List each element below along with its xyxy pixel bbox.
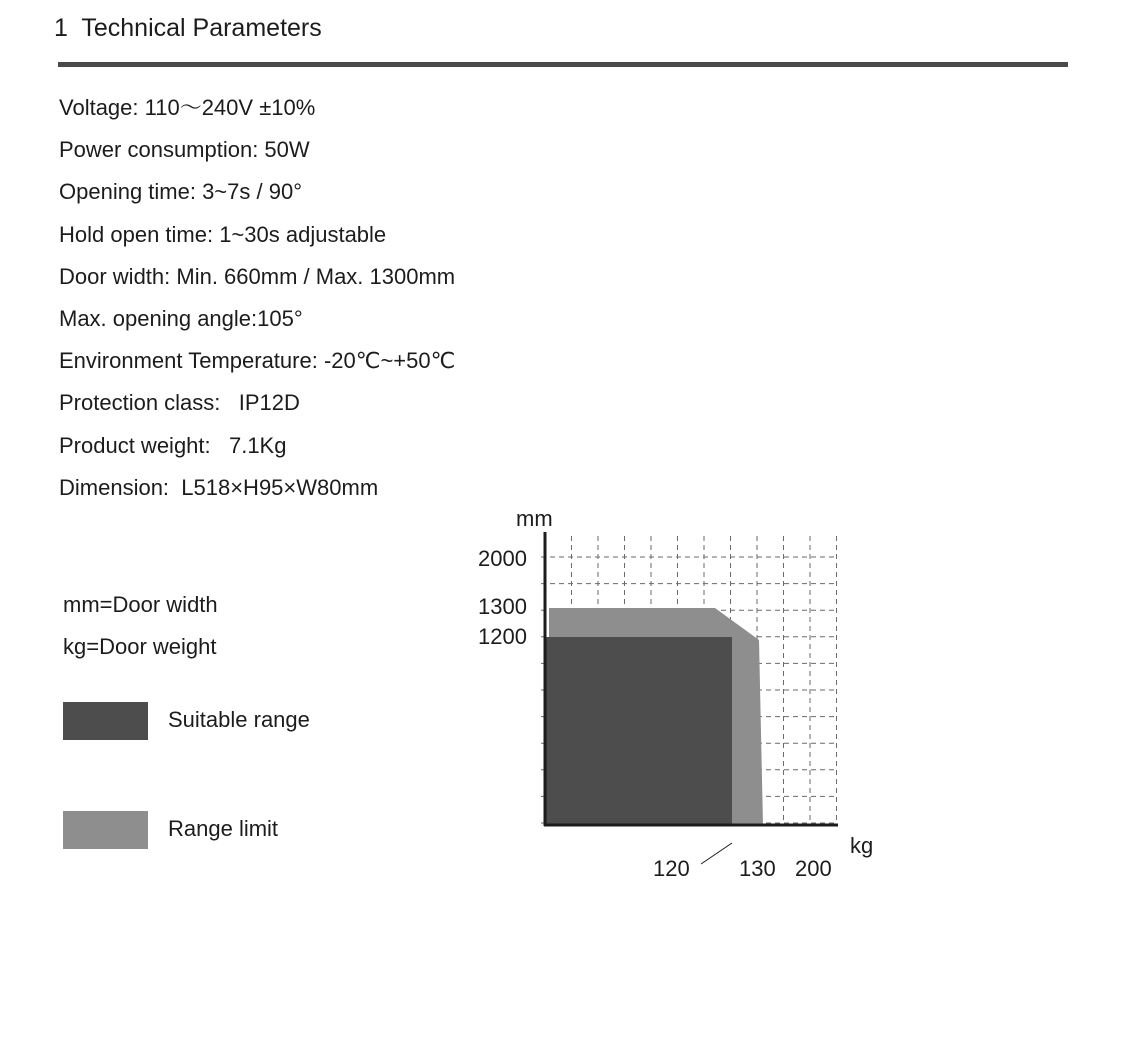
spec-opening-angle: Max. opening angle:105°	[59, 305, 303, 331]
x-tick-label-200: 200	[795, 856, 832, 881]
spec-dimension: Dimension: L518×H95×W80mm	[59, 474, 379, 500]
spec-opening-time: Opening time: 3~7s / 90°	[59, 179, 302, 205]
tick-120-leader	[701, 843, 732, 864]
spec-power-consumption: Power consumption: 50W	[59, 137, 310, 163]
spec-hold-open-time: Hold open time: 1~30s adjustable	[59, 221, 387, 247]
y-tick-label-2000: 2000	[478, 546, 527, 571]
x-tick-label-130: 130	[739, 856, 776, 881]
spec-door-width: Door width: Min. 660mm / Max. 1300mm	[59, 263, 456, 289]
y-axis-unit-label: mm	[516, 506, 553, 531]
section-title-text: Technical Parameters	[81, 14, 322, 42]
x-axis-unit-label: kg	[850, 833, 874, 858]
spec-environment-temperature: Environment Temperature: -20℃~+50℃	[59, 348, 456, 374]
x-tick-label-120: 120	[653, 856, 690, 881]
y-tick-label-1300: 1300	[478, 594, 527, 619]
legend-mm-note: mm=Door width	[63, 592, 218, 617]
spec-protection-class: Protection class: IP12D	[59, 390, 300, 416]
suitable-range-label: Suitable range	[168, 707, 310, 732]
legend-kg-note: kg=Door weight	[63, 634, 217, 659]
suitable-range-area	[545, 637, 732, 825]
spec-product-weight: Product weight: 7.1Kg	[59, 432, 287, 458]
range-limit-label: Range limit	[168, 816, 279, 841]
spec-voltage: Voltage: 110～240V ±10%	[59, 95, 316, 120]
y-tick-label-1200: 1200	[478, 624, 527, 649]
section-number: 1	[54, 14, 68, 42]
